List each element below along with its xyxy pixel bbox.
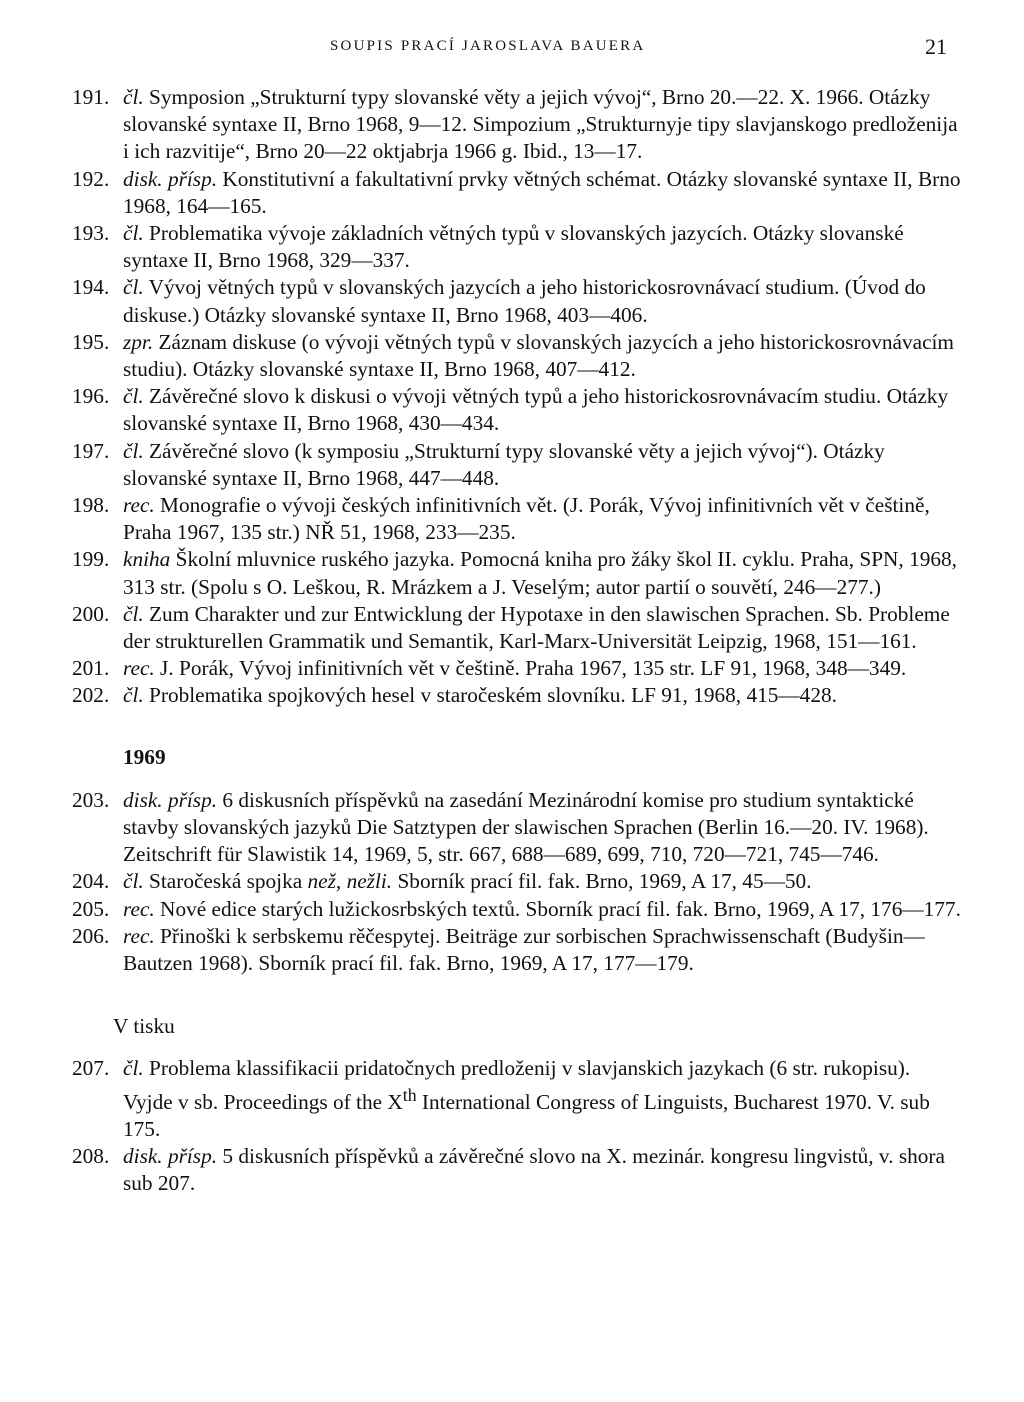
bibliography-entry-192 — [72, 166, 962, 220]
entry-type: disk. přísp. — [123, 1144, 218, 1169]
entry-text: Závěrečné slovo (k symposiu „Strukturní typy slovanské věty a jejich vývoj“). Otázky slovanské syntaxe II, Brno 1968, 447—448. — [123, 438, 885, 490]
entry-italic-term: než, nežli. — [307, 869, 393, 894]
entry-type: čl. — [123, 221, 144, 246]
section-spacer — [72, 977, 962, 1013]
entry-number: 194. — [72, 275, 110, 300]
entry-text: Nové edice starých lužickosrbských textů. Sborník prací fil. fak. Brno, 1969, A 17, 176—177. — [154, 896, 961, 921]
entry-text: Monografie o vývoji českých infinitivních vět. (J. Porák, Vývoj infinitivních vět v češtině, Praha 1967, 135 str.) NŘ 51, 1968, 233—235. — [123, 493, 930, 545]
bibliography-entry-203 — [72, 787, 962, 869]
superscript-th: th — [402, 1084, 417, 1105]
entry-text: Vývoj větných typů v slovanských jazycích a jeho historickosrovnávací studium. (Úvod do diskuse.) Otázky slovanské syntaxe II, Brno 1968, 403—406. — [123, 275, 926, 327]
entry-number: 197. — [72, 438, 110, 463]
entry-number: 193. — [72, 221, 110, 246]
entry-text: J. Porák, Vývoj infinitivních vět v češtině. Praha 1967, 135 str. LF 91, 1968, 348—349. — [154, 656, 907, 681]
entry-type: čl. — [123, 869, 144, 894]
bibliography-entry-196 — [72, 383, 962, 437]
section-heading-1969: 1969 — [123, 744, 166, 769]
bibliography-entry-199 — [72, 546, 962, 600]
section-heading-in-press: V tisku — [113, 1014, 175, 1039]
entry-text: Problematika vývoje základních větných typů v slovanských jazycích. Otázky slovanské syntaxe II, Brno 1968, 329—337. — [123, 221, 904, 273]
bibliography-entry-191 — [72, 84, 962, 166]
running-title: SOUPIS PRACÍ JAROSLAVA BAUERA — [330, 38, 646, 54]
entry-type: rec. — [123, 923, 155, 948]
bibliography-entry-201 — [72, 655, 962, 682]
bibliography-entry-206 — [72, 923, 962, 977]
entry-text: Školní mluvnice ruského jazyka. Pomocná kniha pro žáky škol II. cyklu. Praha, SPN, 1968, 313 str. (Spolu s O. Leškou, R. Mrázkem a J. Veselým; autor partií o souvětí, 246—277.) — [123, 547, 958, 599]
bibliography-entry-193 — [72, 220, 962, 274]
entry-number: 195. — [72, 329, 110, 354]
entry-text: Symposion „Strukturní typy slovanské věty a jejich vývoj“, Brno 20.—22. X. 1966. Otázky slovanské syntaxe II, Brno 1968, 9—12. Simpozium „Strukturnyje tipy slavjanskogo predloženija i ich razvitije“, Brno 20—22 oktjabrja 1966 g. Ibid., 13—17. — [123, 85, 958, 164]
entry-text: Přinoški k serbskemu rěčespytej. Beiträge zur sorbischen Sprachwissenschaft (Budyšin—Bautzen 1968). Sborník prací fil. fak. Brno, 1969, A 17, 177—179. — [123, 923, 925, 976]
entry-text: Záznam diskuse (o vývoji větných typů v slovanských jazycích a jeho historickosrovnávacím studiu). Otázky slovanské syntaxe II, Brno 1968, 407—412. — [123, 329, 954, 382]
entry-number: 192. — [72, 166, 110, 191]
entry-type: čl. — [123, 1055, 144, 1080]
page-number: 21 — [925, 34, 947, 59]
entry-type: čl. — [123, 438, 144, 463]
entry-type: čl. — [123, 683, 144, 708]
entry-type: disk. přísp. — [123, 787, 218, 812]
bibliography-entry-197 — [72, 438, 962, 492]
entry-number: 191. — [72, 85, 110, 109]
section-spacer — [72, 710, 962, 744]
section-spacer — [72, 771, 962, 787]
entry-text: Problema klassifikacii pridatočnych predloženij v slavjanskich jazykach (6 str. rukopisu). Vyjde v sb. Proceedings of the X — [123, 1055, 911, 1114]
entry-type: disk. přísp. — [123, 166, 218, 191]
entry-type: čl. — [123, 275, 144, 300]
bibliography-entry-194 — [72, 274, 962, 328]
entry-text-continued: Sborník prací fil. fak. Brno, 1969, A 17, 45—50. — [392, 869, 812, 894]
entry-type: kniha — [123, 547, 171, 572]
entry-number: 207. — [72, 1055, 110, 1080]
bibliography-entry-195 — [72, 329, 962, 383]
entry-text: Závěrečné slovo k diskusi o vývoji větných typů a jeho historickosrovnávacím studiu. Otázky slovanské syntaxe II, Brno 1968, 430—434. — [123, 384, 949, 436]
entry-type: rec. — [123, 493, 155, 518]
bibliography-entry-204 — [72, 868, 962, 895]
entry-text-continued: International Congress of Linguists, Bucharest 1970. V. sub 175. — [123, 1089, 930, 1141]
entry-type: čl. — [123, 601, 144, 626]
entry-number: 202. — [72, 683, 110, 708]
entry-number: 208. — [72, 1144, 110, 1169]
entry-number: 198. — [72, 493, 110, 518]
entry-type: zpr. — [123, 329, 154, 354]
entry-text: Staročeská spojka — [143, 869, 308, 894]
bibliography-entry-207 — [72, 1055, 962, 1144]
bibliography-list — [72, 84, 962, 1198]
bibliography-entry-205 — [72, 896, 962, 923]
entry-number: 199. — [72, 547, 110, 572]
entry-text: 5 diskusních příspěvků a závěrečné slovo na X. mezinár. kongresu lingvistů, v. shora sub 207. — [123, 1144, 945, 1196]
entry-number: 203. — [72, 787, 110, 812]
entry-type: rec. — [123, 896, 155, 921]
entry-number: 201. — [72, 656, 110, 681]
entry-text: Zum Charakter und zur Entwicklung der Hypotaxe in den slawischen Sprachen. Sb. Probleme der strukturellen Grammatik und Semantik, Karl-Marx-Universität Leipzig, 1968, 151—161. — [123, 601, 950, 654]
entry-number: 204. — [72, 869, 110, 894]
entry-number: 200. — [72, 601, 110, 626]
entry-type: rec. — [123, 656, 155, 681]
section-spacer — [72, 1041, 962, 1055]
entry-text: Problematika spojkových hesel v staročeském slovníku. LF 91, 1968, 415—428. — [143, 683, 837, 708]
bibliography-entry-200 — [72, 601, 962, 655]
page-header — [0, 34, 1024, 64]
entry-type: čl. — [123, 384, 144, 409]
entry-text: Konstitutivní a fakultativní prvky větných schémat. Otázky slovanské syntaxe II, Brno 1968, 164—165. — [123, 166, 961, 218]
bibliography-entry-202 — [72, 682, 962, 709]
bibliography-entry-208 — [72, 1143, 962, 1197]
entry-number: 196. — [72, 384, 110, 409]
entry-type: čl. — [123, 85, 144, 109]
entry-number: 205. — [72, 896, 110, 921]
entry-number: 206. — [72, 923, 110, 948]
entry-text: 6 diskusních příspěvků na zasedání Mezinárodní komise pro studium syntaktické stavby slovanských jazyků Die Satztypen der slawischen Sprachen (Berlin 16.—20. IV. 1968). Zeitschrift für Slawistik 14, 1969, 5, str. 667, 688—689, 699, 710, 720—721, 745—746. — [123, 787, 929, 867]
bibliography-entry-198 — [72, 492, 962, 546]
